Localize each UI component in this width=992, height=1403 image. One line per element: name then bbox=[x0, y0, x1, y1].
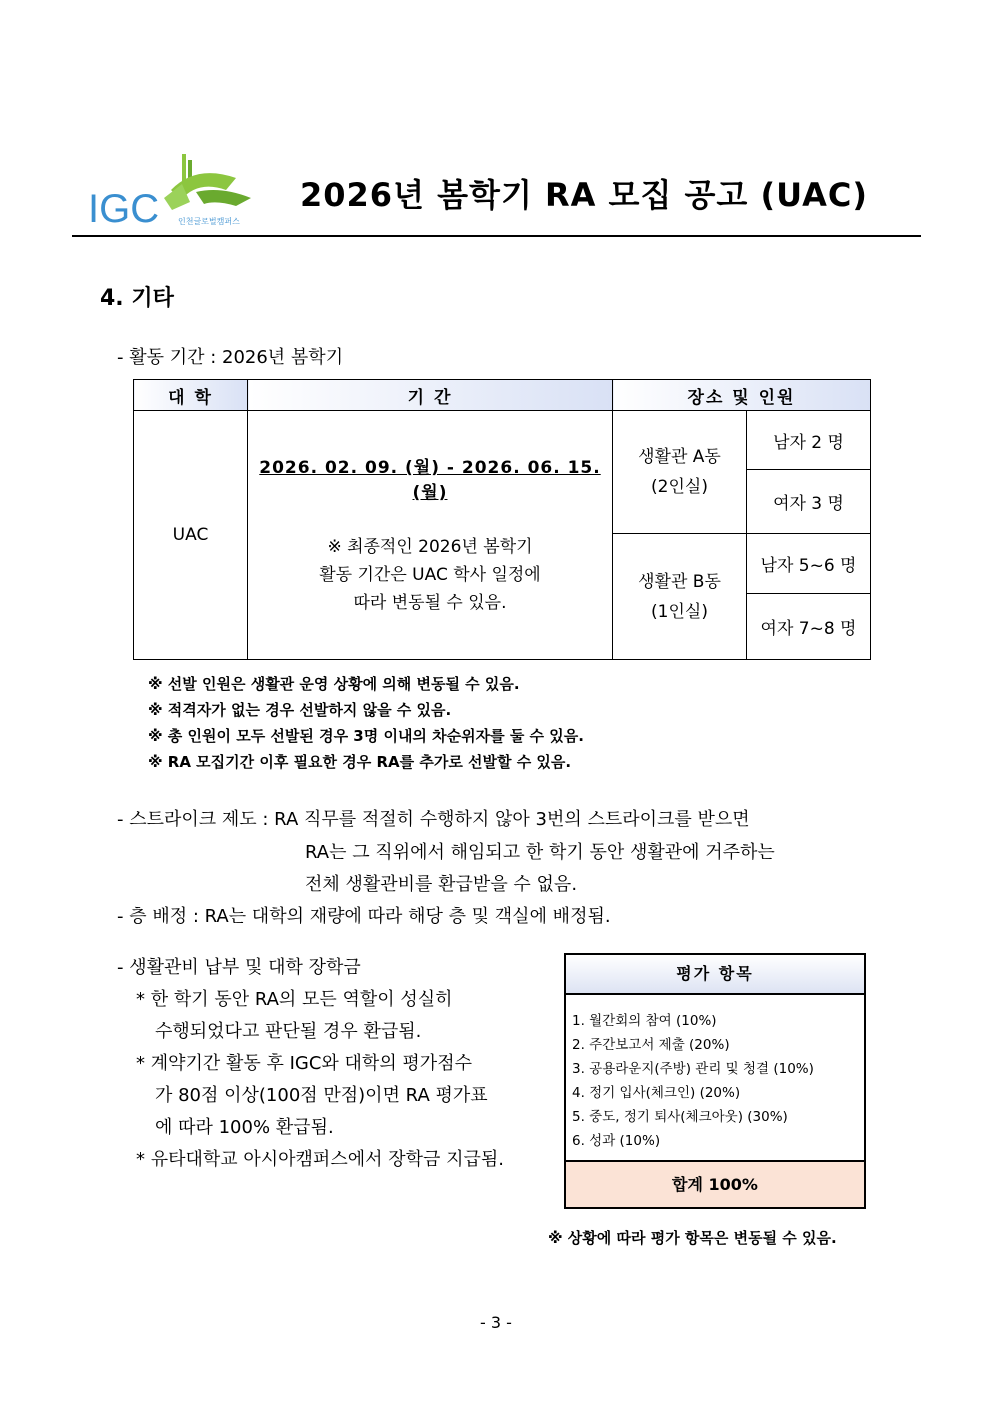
fees-line: * 계약기간 활동 후 IGC와 대학의 평가점수 bbox=[136, 1053, 472, 1074]
dorm-b-male: 남자 5~6 명 bbox=[747, 534, 871, 594]
dorm-a-room: (2인실) bbox=[651, 477, 708, 497]
floor-assignment: - 층 배정 : RA는 대학의 재량에 따라 해당 층 및 객실에 배정됨. bbox=[117, 906, 611, 927]
period-note-line: 따라 변동될 수 있음. bbox=[353, 593, 507, 613]
selection-note: ※ RA 모집기간 이후 필요한 경우 RA를 추가로 선발할 수 있음. bbox=[148, 753, 572, 771]
evaluation-item: 4. 정기 입사(체크인) (20%) bbox=[572, 1085, 741, 1101]
header-period: 기 간 bbox=[248, 380, 613, 411]
document-title: 2026년 봄학기 RA 모집 공고 (UAC) bbox=[300, 176, 868, 214]
selection-note: ※ 적격자가 없는 경우 선발하지 않을 수 있음. bbox=[148, 701, 452, 719]
fees-line: 수행되었다고 판단될 경우 환급됨. bbox=[155, 1021, 422, 1042]
logo-text: IGC bbox=[88, 187, 160, 231]
header-university: 대 학 bbox=[134, 380, 248, 411]
section-heading: 4. 기타 bbox=[100, 286, 174, 311]
evaluation-header: 평가 항목 bbox=[566, 955, 864, 995]
period-note-line: 활동 기간은 UAC 학사 일정에 bbox=[319, 565, 541, 585]
fees-line: 가 80점 이상(100점 만점)이면 RA 평가표 bbox=[155, 1085, 488, 1106]
strike-line: RA는 그 직위에서 해임되고 한 학기 동안 생활관에 거주하는 bbox=[305, 842, 775, 863]
header-location: 장소 및 인원 bbox=[613, 380, 871, 411]
evaluation-items bbox=[566, 995, 864, 1151]
evaluation-item: 3. 공용라운지(주방) 관리 및 청결 (10%) bbox=[572, 1061, 814, 1077]
dorm-a-female: 여자 3 명 bbox=[747, 470, 871, 534]
logo-graphic bbox=[86, 150, 256, 232]
fees-line: * 한 학기 동안 RA의 모든 역할이 성실히 bbox=[136, 989, 453, 1010]
strike-line: - 스트라이크 제도 : RA 직무를 적절히 수행하지 않아 3번의 스트라이크를 받으면 bbox=[117, 809, 750, 830]
period-dates: 2026. 02. 09. (월) - 2026. 06. 15. (월) bbox=[259, 458, 601, 503]
evaluation-item: 6. 성과 (10%) bbox=[572, 1133, 661, 1149]
dorm-a-male: 남자 2 명 bbox=[747, 411, 871, 470]
logo-subtext: 인천글로벌캠퍼스 bbox=[178, 217, 240, 226]
evaluation-total: 합계 100% bbox=[566, 1160, 864, 1207]
evaluation-item: 2. 주간보고서 제출 (20%) bbox=[572, 1037, 730, 1053]
header-divider bbox=[72, 235, 921, 237]
period-note-line: ※ 최종적인 2026년 봄학기 bbox=[327, 537, 533, 557]
selection-note: ※ 총 인원이 모두 선발된 경우 3명 이내의 차순위자를 둘 수 있음. bbox=[148, 727, 584, 745]
fees-line: 에 따라 100% 환급됨. bbox=[155, 1117, 334, 1138]
dorm-b-room: (1인실) bbox=[651, 601, 708, 622]
dorm-b-cell bbox=[613, 534, 747, 660]
dorm-b-female: 여자 7~8 명 bbox=[747, 594, 871, 660]
evaluation-table bbox=[564, 953, 866, 1209]
activity-period-label: - 활동 기간 : 2026년 봄학기 bbox=[117, 347, 344, 368]
university-cell: UAC bbox=[134, 411, 248, 660]
dorm-a-name: 생활관 A동 bbox=[638, 447, 721, 467]
dorm-b-name: 생활관 B동 bbox=[638, 571, 721, 592]
igc-logo bbox=[86, 150, 256, 232]
evaluation-note: ※ 상황에 따라 평가 항목은 변동될 수 있음. bbox=[548, 1229, 837, 1247]
evaluation-item: 1. 월간회의 참여 (10%) bbox=[572, 1013, 717, 1029]
fees-line: * 유타대학교 아시아캠퍼스에서 장학금 지급됨. bbox=[136, 1149, 504, 1170]
page-number: - 3 - bbox=[480, 1313, 512, 1332]
evaluation-item: 5. 중도, 정기 퇴사(체크아웃) (30%) bbox=[572, 1109, 788, 1125]
dorm-a-cell bbox=[613, 411, 747, 534]
table-header-row bbox=[134, 380, 871, 411]
fees-title: - 생활관비 납부 및 대학 장학금 bbox=[117, 957, 361, 978]
period-cell bbox=[248, 411, 613, 660]
activity-period-table bbox=[133, 379, 871, 660]
selection-note: ※ 선발 인원은 생활관 운영 상황에 의해 변동될 수 있음. bbox=[148, 675, 520, 693]
table-row bbox=[134, 411, 871, 470]
strike-line: 전체 생활관비를 환급받을 수 없음. bbox=[305, 874, 578, 895]
